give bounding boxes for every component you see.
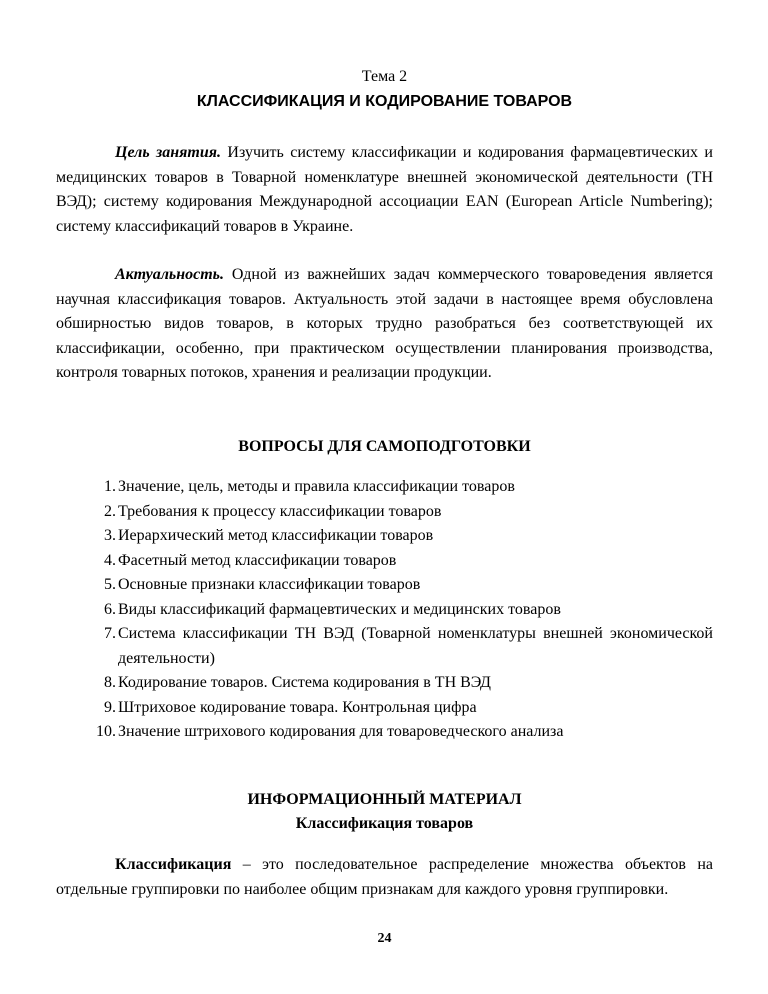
list-item — [56, 475, 713, 500]
list-item-text: Основные признаки классификации товаров — [118, 576, 421, 593]
list-item — [56, 500, 713, 525]
list-item-text: Требования к процессу классификации товаров — [118, 502, 442, 520]
list-item-number: 5. — [104, 576, 116, 593]
classification-lead: Классификация — [115, 856, 232, 873]
info-subheading: Классификация товаров — [295, 815, 474, 832]
page-title: КЛАССИФИКАЦИЯ И КОДИРОВАНИЕ ТОВАРОВ — [196, 93, 573, 110]
list-item-number: 3. — [104, 527, 116, 544]
list-item — [56, 573, 713, 598]
relevance-text: Одной из важнейших задач коммерческого товароведения является научная классификация товаров. Актуальность этой задачи в настоящее время обусловлена обширностью видов товаров, в которых трудно разобраться без соответствующей их классификации, особенно, при практическом осуществлении планирования производства, контроля товарных потоков, хранения и реализации продукции. — [56, 266, 713, 381]
list-item-number: 6. — [104, 600, 116, 618]
list-item-number: 4. — [104, 551, 116, 569]
list-item — [56, 524, 713, 549]
page-number: 24 — [377, 931, 392, 946]
questions-list — [56, 475, 713, 745]
list-item-text: Кодирование товаров. Система кодирования в ТН ВЭД — [118, 674, 491, 691]
list-item-number: 9. — [104, 698, 116, 716]
list-item-number: 7. — [104, 625, 116, 642]
goal-lead: Цель занятия. — [115, 144, 222, 161]
list-item-number: 2. — [104, 502, 116, 520]
classification-text: – это последовательное распределение множества объектов на отдельные группировки по наиболее общим признакам для каждого уровня группировки. — [56, 856, 713, 898]
list-item-text: Виды классификаций фармацевтических и медицинских товаров — [118, 600, 561, 618]
list-item — [56, 720, 713, 745]
list-item — [56, 671, 713, 696]
list-item-text: Система классификации ТН ВЭД (Товарной номенклатуры внешней экономической деятельности) — [118, 625, 713, 667]
list-item-text: Иерархический метод классификации товаров — [118, 527, 434, 544]
list-item-number: 1. — [104, 478, 116, 495]
list-item — [56, 549, 713, 574]
list-item-text: Значение, цель, методы и правила классификации товаров — [118, 478, 515, 495]
questions-heading: ВОПРОСЫ ДЛЯ САМОПОДГОТОВКИ — [238, 438, 531, 455]
relevance-paragraph — [56, 263, 713, 386]
list-item-number: 10. — [96, 723, 116, 740]
list-item-text: Фасетный метод классификации товаров — [118, 551, 397, 569]
goal-paragraph — [56, 141, 713, 239]
list-item — [56, 696, 713, 721]
list-item-text: Штриховое кодирование товара. Контрольная цифра — [118, 698, 477, 716]
topic-label: Тема 2 — [361, 68, 408, 85]
goal-text: Изучить систему классификации и кодирования фармацевтических и медицинских товаров в Товарной номенклатуре внешней экономической деятельности (ТН ВЭД); систему кодирования Международной ассоциации EAN (European Article Numbering); систему классификаций товаров в Украине. — [56, 144, 713, 235]
list-item-text: Значение штрихового кодирования для товароведческого анализа — [118, 723, 564, 740]
list-item — [56, 598, 713, 623]
info-heading: ИНФОРМАЦИОННЫЙ МАТЕРИАЛ — [247, 791, 522, 808]
relevance-lead: Актуальность. — [115, 266, 224, 283]
classification-paragraph — [56, 853, 713, 902]
list-item — [56, 622, 713, 671]
list-item-number: 8. — [104, 674, 116, 691]
